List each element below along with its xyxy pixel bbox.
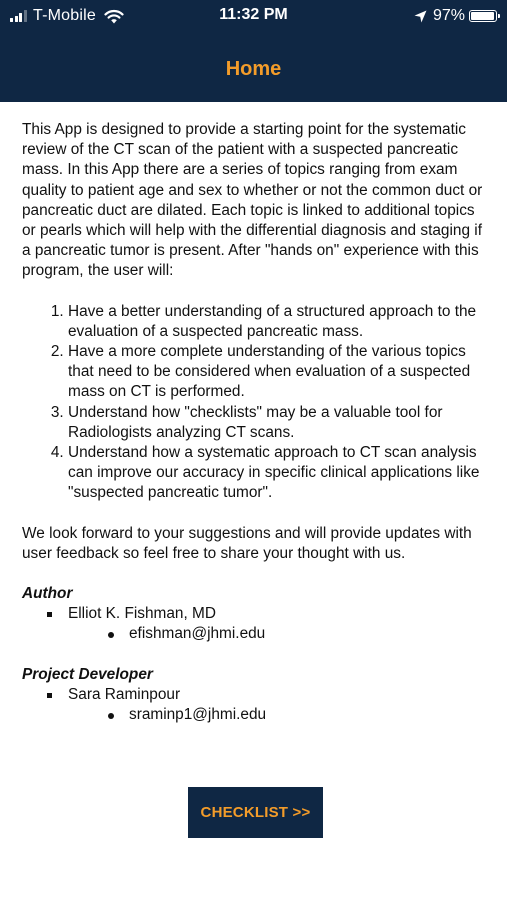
page-title: Home [225, 58, 282, 80]
bullet-icon [108, 632, 114, 638]
developer-name: Sara Raminpour [68, 685, 181, 703]
goal-item: 2. Have a more complete understanding of the various topics that need to be considered when evaluation of a suspected mass on CT is performed. [68, 342, 492, 403]
goals-list [22, 302, 492, 504]
status-bar [0, 0, 507, 32]
author-email[interactable]: efishman@jhmi.edu [129, 625, 266, 643]
author-name: Elliot K. Fishman, MD [68, 605, 216, 623]
author-item [22, 604, 492, 624]
square-bullet-icon [47, 612, 52, 617]
battery-icon [469, 10, 497, 22]
content [22, 120, 492, 725]
status-right [414, 6, 497, 26]
battery-fill [471, 12, 494, 20]
developer-email[interactable]: sraminp1@jhmi.edu [129, 706, 267, 724]
goal-item: 3. Understand how "checklists" may be a valuable tool for Radiologists analyzing CT scans. [68, 403, 492, 443]
status-time: 11:32 PM [219, 6, 288, 23]
checklist-button[interactable]: CHECKLIST >> [188, 787, 323, 838]
goal-item: 4. Understand how a systematic approach to CT scan analysis can improve our accuracy in specific clinical applications like "suspected pancreatic tumor". [68, 443, 492, 504]
header-bar [0, 0, 507, 102]
developer-heading: Project Developer [22, 665, 153, 683]
developer-email-item [22, 705, 492, 725]
intro-text: This App is designed to provide a starting point for the systematic review of the CT scan of the patient with a suspected pancreatic mass. In this App there are a series of topics ranging from exam quality to patient age and sex to whether or not the common duct or pancreatic duct are dilated. Each topic is linked to additional topics or pearls which will help with the differential diagnosis and staging if a pancreatic tumor is present. After "hands on" experience with this program, the user will: [22, 121, 483, 280]
square-bullet-icon [47, 693, 52, 698]
author-heading: Author [22, 585, 73, 603]
goal-item: 1. Have a better understanding of a structured approach to the evaluation of a suspected pancreatic mass. [68, 302, 492, 342]
bullet-icon [108, 713, 114, 719]
battery-percent: 97% [432, 7, 465, 24]
location-icon [414, 10, 427, 23]
developer-item [22, 685, 492, 705]
author-email-item [22, 624, 492, 644]
closing-text: We look forward to your suggestions and will provide updates with user feedback so feel free to share your thought with us. [22, 524, 472, 562]
carrier-name: T-Mobile [33, 7, 96, 24]
